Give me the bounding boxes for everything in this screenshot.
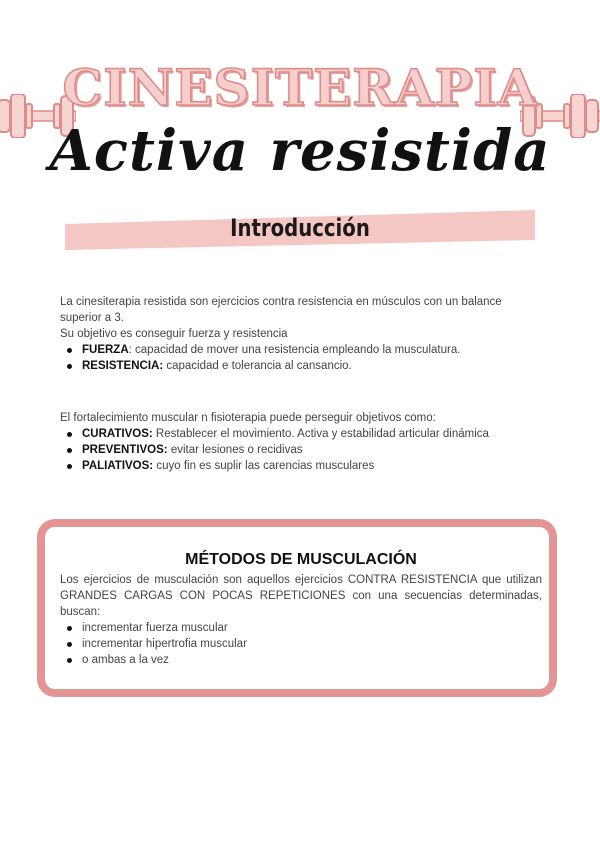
list-item: [60, 358, 542, 374]
bullet-term: PREVENTIVOS:: [82, 444, 168, 456]
list-item: [60, 426, 542, 442]
methods-bullet-list: [60, 620, 542, 668]
section-heading: Introducción: [230, 214, 370, 242]
list-item: [60, 342, 542, 358]
page-title: CINESITERAPIA: [62, 58, 538, 117]
bullet-text: capacidad de mover una resistencia empleando la musculatura.: [131, 344, 461, 356]
page-subtitle: Activa resistida: [49, 118, 551, 184]
objectives-paragraph: [60, 410, 542, 474]
intro-bullet-list: [60, 342, 542, 374]
intro-paragraph: [60, 294, 542, 374]
bullet-term: FUERZA: [82, 344, 129, 356]
bullet-sep: :: [128, 344, 132, 356]
bullet-text: capacidad e tolerancia al cansancio.: [163, 360, 352, 372]
bullet-text: Restablecer el movimiento. Activa y estabilidad articular dinámica: [152, 428, 489, 440]
list-item: [60, 442, 542, 458]
objectives-lead: El fortalecimiento muscular n fisioterapia puede perseguir objetivos como:: [60, 412, 436, 424]
objectives-bullet-list: [60, 426, 542, 474]
bullet-term: PALIATIVOS:: [82, 460, 154, 472]
intro-line: La cinesiterapia resistida son ejercicios contra resistencia en músculos con un balance superior a 3.: [60, 296, 502, 324]
methods-body: [60, 572, 542, 668]
intro-line: Su objetivo es conseguir fuerza y resistencia: [60, 328, 288, 340]
list-item: o ambas a la vez: [60, 652, 542, 668]
bullet-text: evitar lesiones o recidivas: [167, 444, 303, 456]
bullet-term: RESISTENCIA:: [82, 360, 164, 372]
list-item: [60, 458, 542, 474]
methods-title: MÉTODOS DE MUSCULACIÓN: [185, 551, 417, 568]
methods-text: Los ejercicios de musculación son aquellos ejercicios CONTRA RESISTENCIA que utilizan GRANDES CARGAS CON POCAS REPETICIONES con una secuencias determinadas, buscan:: [60, 574, 542, 618]
bullet-text: cuyo fin es suplir las carencias musculares: [153, 460, 375, 472]
bullet-term: CURATIVOS:: [82, 428, 153, 440]
list-item: incrementar hipertrofia muscular: [60, 636, 542, 652]
list-item: incrementar fuerza muscular: [60, 620, 542, 636]
